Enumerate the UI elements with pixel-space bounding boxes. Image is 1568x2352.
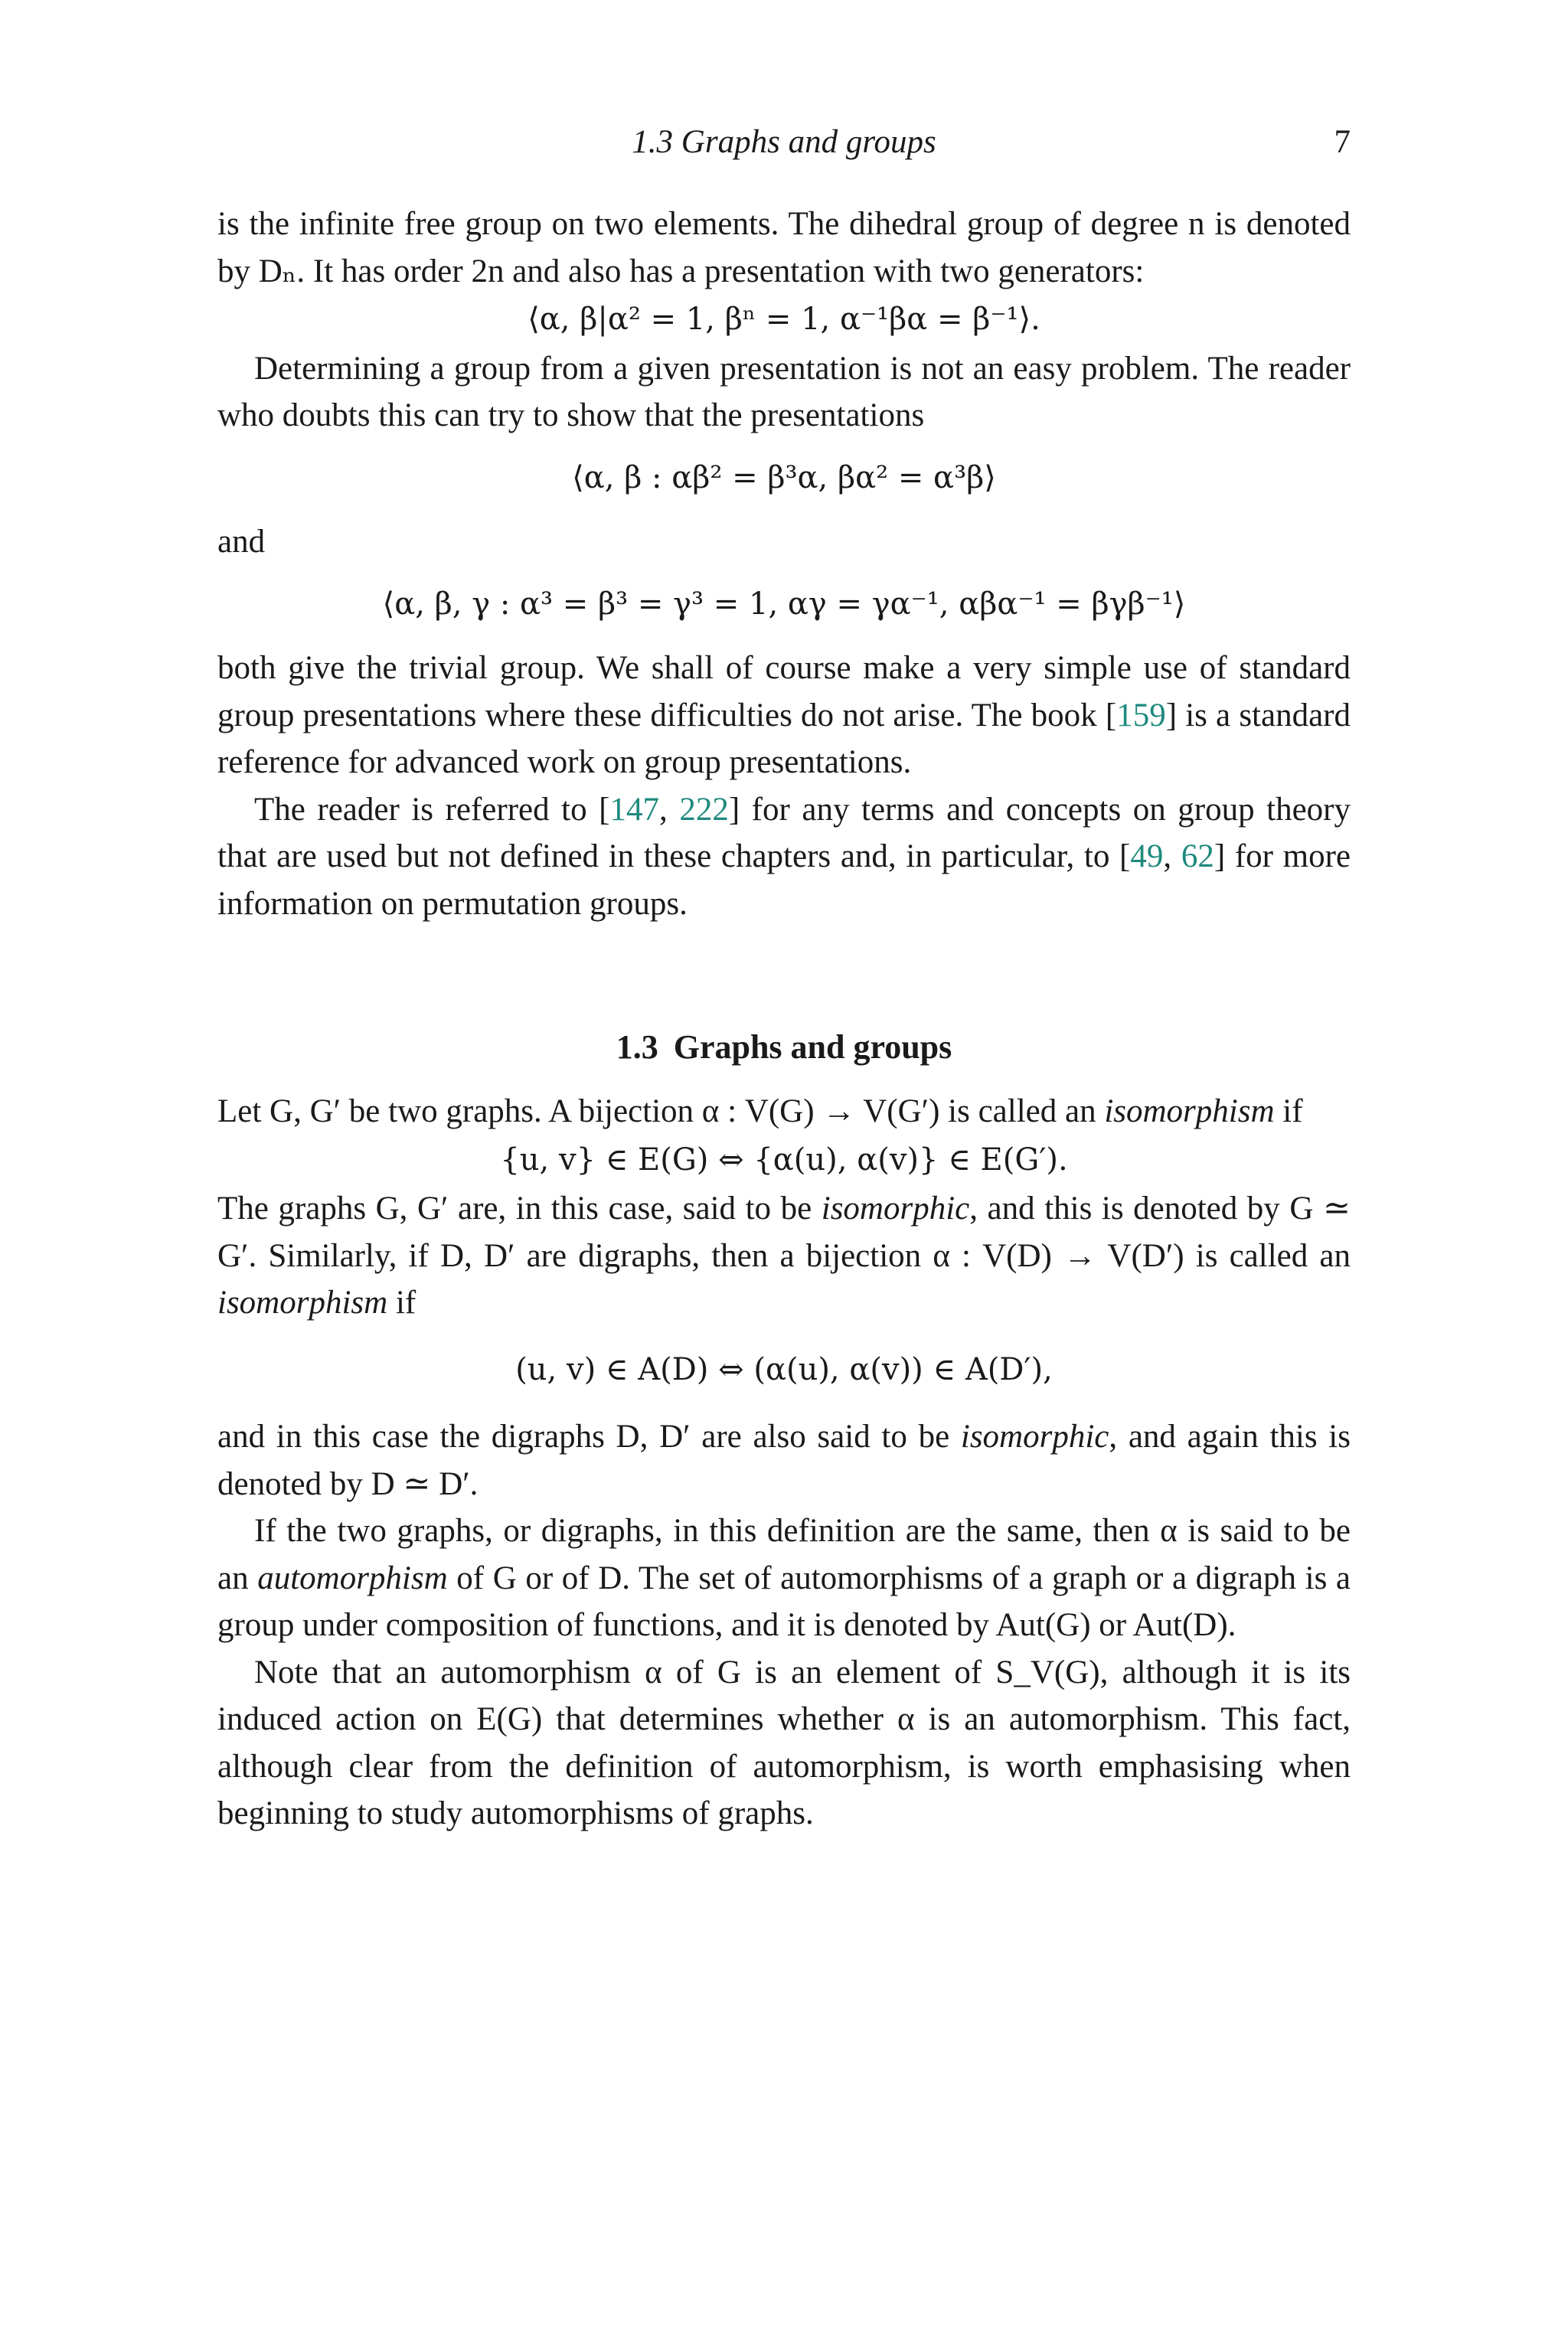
text-span: , and this is denoted by G ≃ G′. Similarly, if D, D′ are digraphs, then a bijection α : V(D) → V(D′) is called an <box>217 1191 1351 1274</box>
text-span: The graphs G, G′ are, in this case, said to be <box>217 1191 822 1227</box>
citation-link[interactable]: 62 <box>1181 838 1214 874</box>
emphasis-term: isomorphism <box>217 1285 388 1321</box>
text-span: If the two graphs, or digraphs, in this definition are the same, then α is said to be an <box>217 1513 1351 1596</box>
text-span: , <box>1163 838 1181 874</box>
text-span: both give the trivial group. We shall of course make a very simple use of standard group presentations where these difficulties do not arise. The book [ <box>217 650 1351 733</box>
page-body <box>217 201 1351 1838</box>
section-heading <box>217 1024 1351 1071</box>
text-span: of G or of D. The set of automorphisms of a graph or a digraph is a group under composition of functions, and it is denoted by Aut(G) or Aut(D). <box>217 1560 1351 1643</box>
paragraph-isomorphic <box>217 1185 1351 1327</box>
paragraph-free-group: is the infinite free group on two elements. The dihedral group of degree n is denoted by Dₙ. It has order 2n and also has a presentation with two generators: <box>217 206 1351 289</box>
section-number: 1.3 <box>616 1028 658 1066</box>
paragraph-and: and <box>217 524 266 560</box>
text-span: and in this case the digraphs D, D′ are also said to be <box>217 1419 961 1455</box>
equation-presentation-2: ⟨α, β, γ : α³ = β³ = γ³ = 1, αγ = γα⁻¹, αβα⁻¹ = βγβ⁻¹⟩ <box>382 586 1186 622</box>
equation-graph-isomorphism: {u, v} ∈ E(G) ⇔ {α(u), α(v)} ∈ E(G′). <box>500 1142 1068 1178</box>
text-span: if <box>387 1285 416 1321</box>
emphasis-term: isomorphism <box>1104 1093 1275 1129</box>
emphasis-term: automorphism <box>257 1560 448 1596</box>
equation-dihedral-presentation: ⟨α, β|α² = 1, βⁿ = 1, α⁻¹βα = β⁻¹⟩. <box>528 302 1040 337</box>
paragraph-digraph-isomorphic <box>217 1413 1351 1508</box>
text-span: ] for any terms and concepts on group theory that are used but not defined in these chapters and, in particular, to [ <box>217 791 1351 874</box>
paragraph-presentations: Determining a group from a given presentation is not an easy problem. The reader who doubts this can try to show that the presentations <box>217 350 1351 433</box>
section-title: Graphs and groups <box>673 1028 952 1066</box>
paragraph-automorphism <box>217 1508 1351 1649</box>
paragraph-trivial-group <box>217 645 1351 786</box>
text-span: , <box>659 791 680 828</box>
text-span: , and again this is denoted by D ≃ D′. <box>217 1419 1351 1502</box>
equation-presentation-1: ⟨α, β : αβ² = β³α, βα² = α³β⟩ <box>572 459 996 495</box>
text-span: The reader is referred to [ <box>254 791 610 828</box>
paragraph-automorphism-note: Note that an automorphism α of G is an element of S_V(G), although it is its induced action on E(G) that determines whether α is an automorphism. This fact, although clear from the definition of automorphism, is worth emphasising when beginning to study automorphisms of graphs. <box>217 1654 1351 1831</box>
text-span: if <box>1274 1093 1303 1129</box>
text-span: Let G, G′ be two graphs. A bijection α : V(G) → V(G′) is called an <box>217 1093 1105 1129</box>
paragraph-references <box>217 786 1351 928</box>
emphasis-term: isomorphic <box>821 1191 970 1227</box>
emphasis-term: isomorphic <box>960 1419 1109 1455</box>
citation-link[interactable]: 49 <box>1130 838 1164 874</box>
citation-link[interactable]: 222 <box>679 791 729 828</box>
citation-link[interactable]: 159 <box>1116 697 1166 733</box>
text-span: ] for more information on permutation groups. <box>217 838 1351 922</box>
equation-digraph-isomorphism: (u, v) ∈ A(D) ⇔ (α(u), α(v)) ∈ A(D′), <box>515 1351 1053 1387</box>
page-number: 7 <box>1334 124 1351 160</box>
running-title: 1.3 Graphs and groups <box>632 124 936 160</box>
running-header <box>217 119 1351 165</box>
text-span: ] is a standard reference for advanced work on group presentations. <box>217 697 1351 780</box>
paragraph-isomorphism-def <box>217 1088 1351 1135</box>
citation-link[interactable]: 147 <box>609 791 659 828</box>
